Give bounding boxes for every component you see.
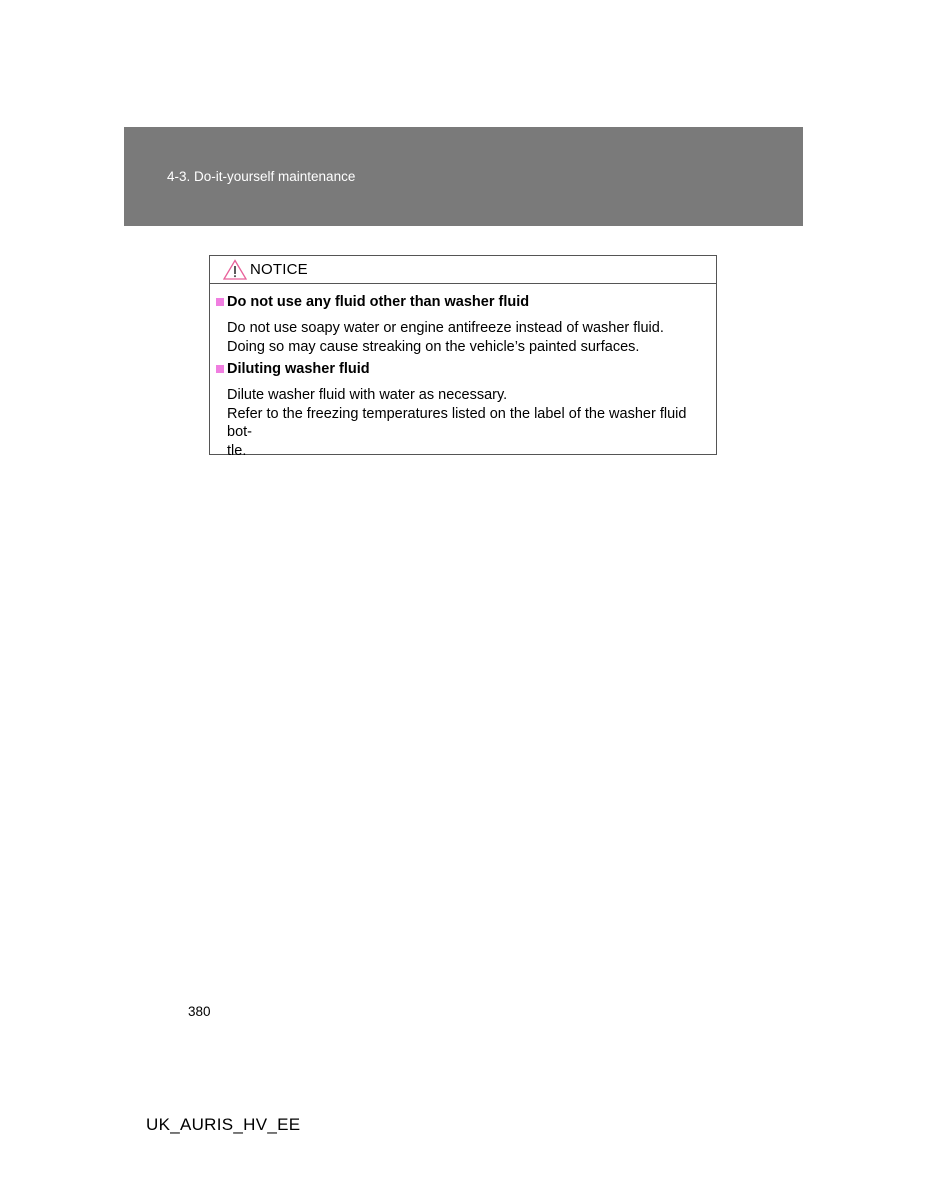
item-text-line: Dilute washer fluid with water as necessary.: [227, 387, 508, 403]
item-text: [227, 386, 715, 460]
item-text-line: tle.: [227, 442, 247, 459]
chapter-header-band: [124, 127, 803, 226]
bullet-square-icon: [216, 298, 224, 306]
item-text: [227, 319, 715, 356]
notice-header: [210, 256, 716, 284]
notice-box: [209, 255, 717, 459]
item-text-line: Doing so may cause streaking on the vehicle’s painted surfaces.: [227, 338, 640, 355]
notice-title: NOTICE: [250, 261, 308, 278]
item-heading-text: Diluting washer fluid: [227, 361, 370, 377]
item-heading-text: Do not use any fluid other than washer fluid: [227, 294, 530, 310]
document-code: UK_AURIS_HV_EE: [146, 1115, 301, 1134]
item-text-line: Do not use soapy water or engine antifreeze instead of washer fluid.: [227, 320, 664, 336]
item-text-line: Refer to the freezing temperatures listed on the label of the washer fluid bot-: [227, 405, 687, 440]
item-heading: [227, 361, 370, 377]
page-number: 380: [188, 1004, 211, 1019]
item-heading: [227, 294, 529, 310]
section-title: 4-3. Do-it-yourself maintenance: [167, 169, 356, 184]
bullet-square-icon: [216, 365, 224, 373]
warning-triangle-icon: [223, 259, 247, 280]
